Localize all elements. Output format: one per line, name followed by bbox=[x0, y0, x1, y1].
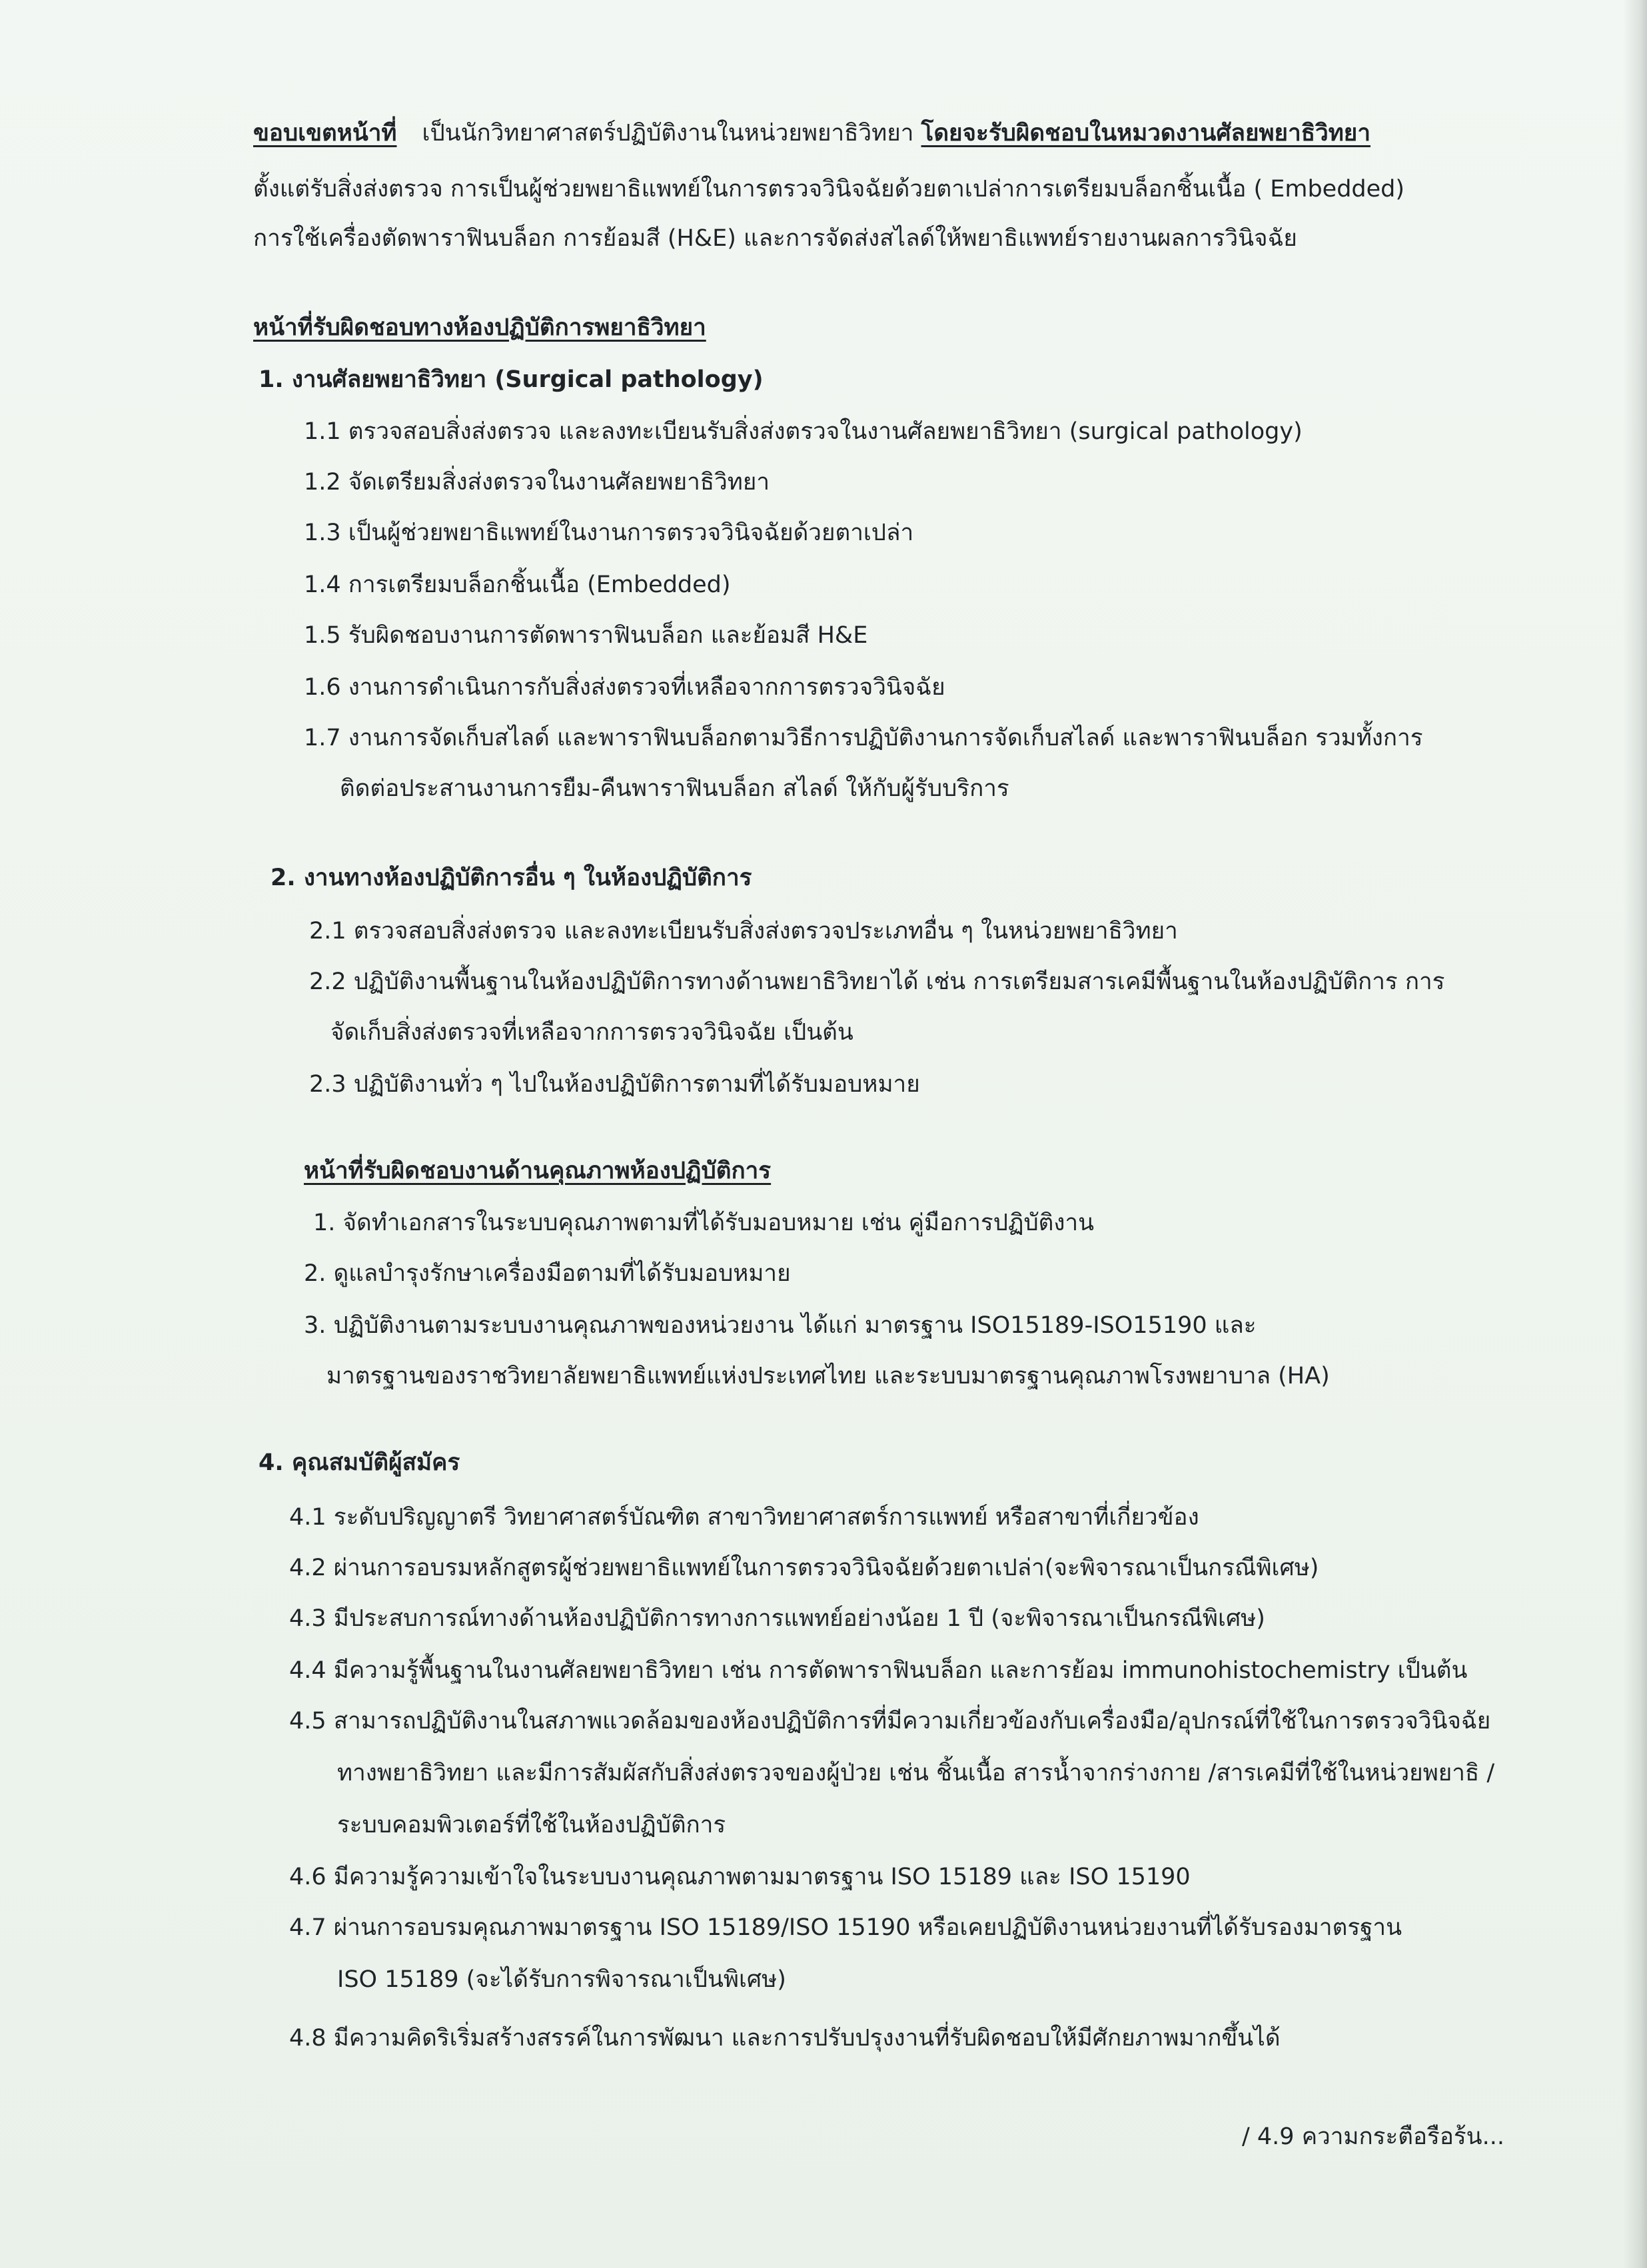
lab-item-2-2: 2.2 ปฏิบัติงานพื้นฐานในห้องปฏิบัติการทางด้านพยาธิวิทยาได้ เช่น การเตรียมสารเคมีพื้นฐานในห้องปฏิบัติการ การ bbox=[309, 968, 1445, 995]
scope-label: ขอบเขตหน้าที่ bbox=[253, 120, 397, 147]
qualification-4-5: 4.5 สามารถปฏิบัติงานในสภาพแวดล้อมของห้องปฏิบัติการที่มีความเกี่ยวข้องกับเครื่องมือ/อุปกรณ์ที่ใช้ในการตรวจวินิจฉัย bbox=[289, 1708, 1491, 1734]
qualifications-heading: 4. คุณสมบัติผู้สมัคร bbox=[259, 1449, 460, 1476]
lab-item-1-3: 1.3 เป็นผู้ช่วยพยาธิแพทย์ในงานการตรวจวินิจฉัยด้วยตาเปล่า bbox=[304, 520, 914, 546]
page-continuation: / 4.9 ความกระตือรือร้น... bbox=[1242, 2123, 1504, 2150]
lab-section-1-title: 1. งานศัลยพยาธิวิทยา (Surgical pathology) bbox=[259, 366, 764, 393]
qualification-4-5-cont-2: ระบบคอมพิวเตอร์ที่ใช้ในห้องปฏิบัติการ bbox=[337, 1812, 726, 1838]
quality-item-1: 1. จัดทำเอกสารในระบบคุณภาพตามที่ได้รับมอบหมาย เช่น คู่มือการปฏิบัติงาน bbox=[313, 1210, 1095, 1236]
qualification-4-5-cont-1: ทางพยาธิวิทยา และมีการสัมผัสกับสิ่งส่งตรวจของผู้ป่วย เช่น ชิ้นเนื้อ สารน้ำจากร่างกาย /สารเคมีที่ใช้ในหน่วยพยาธิ / bbox=[337, 1760, 1495, 1786]
lab-item-2-3: 2.3 ปฏิบัติงานทั่ว ๆ ไปในห้องปฏิบัติการตามที่ได้รับมอบหมาย bbox=[309, 1071, 920, 1098]
qualification-4-7-cont: ISO 15189 (จะได้รับการพิจารณาเป็นพิเศษ) bbox=[337, 1966, 786, 1993]
qualification-4-6: 4.6 มีความรู้ความเข้าใจในระบบงานคุณภาพตามมาตรฐาน ISO 15189 และ ISO 15190 bbox=[289, 1864, 1191, 1890]
scope-line-1 bbox=[253, 117, 1371, 149]
quality-heading: หน้าที่รับผิดชอบงานด้านคุณภาพห้องปฏิบัติการ bbox=[304, 1158, 772, 1184]
lab-heading: หน้าที่รับผิดชอบทางห้องปฏิบัติการพยาธิวิทยา bbox=[253, 314, 706, 341]
qualification-4-7: 4.7 ผ่านการอบรมคุณภาพมาตรฐาน ISO 15189/ISO 15190 หรือเคยปฏิบัติงานหน่วยงานที่ได้รับรองมาตรฐาน bbox=[289, 1914, 1402, 1941]
qualification-4-2: 4.2 ผ่านการอบรมหลักสูตรผู้ช่วยพยาธิแพทย์ในการตรวจวินิจฉัยด้วยตาเปล่า(จะพิจารณาเป็นกรณีพิเศษ) bbox=[289, 1555, 1319, 1581]
quality-item-3-cont: มาตรฐานของราชวิทยาลัยพยาธิแพทย์แห่งประเทศไทย และระบบมาตรฐานคุณภาพโรงพยาบาล (HA) bbox=[326, 1363, 1330, 1389]
qualification-4-1: 4.1 ระดับปริญญาตรี วิทยาศาสตร์บัณฑิต สาขาวิทยาศาสตร์การแพทย์ หรือสาขาที่เกี่ยวข้อง bbox=[289, 1504, 1199, 1531]
lab-item-1-6: 1.6 งานการดำเนินการกับสิ่งส่งตรวจที่เหลือจากการตรวจวินิจฉัย bbox=[304, 674, 945, 701]
quality-item-3: 3. ปฏิบัติงานตามระบบงานคุณภาพของหน่วยงาน ได้แก่ มาตรฐาน ISO15189-ISO15190 และ bbox=[304, 1312, 1257, 1339]
lab-item-2-1: 2.1 ตรวจสอบสิ่งส่งตรวจ และลงทะเบียนรับสิ่งส่งตรวจประเภทอื่น ๆ ในหน่วยพยาธิวิทยา bbox=[309, 918, 1178, 945]
lab-item-1-7: 1.7 งานการจัดเก็บสไลด์ และพาราฟินบล็อกตามวิธีการปฏิบัติงานการจัดเก็บสไลด์ และพาราฟินบล็อก รวมทั้งการ bbox=[304, 725, 1423, 751]
scope-emphasis: โดยจะรับผิดชอบในหมวดงานศัลยพยาธิวิทยา bbox=[921, 120, 1371, 147]
scope-line-2: ตั้งแต่รับสิ่งส่งตรวจ การเป็นผู้ช่วยพยาธิแพทย์ในการตรวจวินิจฉัยด้วยตาเปล่าการเตรียมบล็อกชิ้นเนื้อ ( Embedded) bbox=[253, 176, 1405, 202]
lab-item-1-2: 1.2 จัดเตรียมสิ่งส่งตรวจในงานศัลยพยาธิวิทยา bbox=[304, 469, 770, 496]
page-edge-shadow bbox=[1623, 0, 1647, 2268]
scope-line-3: การใช้เครื่องตัดพาราฟินบล็อก การย้อมสี (H&E) และการจัดส่งสไลด์ให้พยาธิแพทย์รายงานผลการวินิจฉัย bbox=[253, 225, 1297, 252]
lab-section-2-title: 2. งานทางห้องปฏิบัติการอื่น ๆ ในห้องปฏิบัติการ bbox=[271, 865, 752, 891]
scope-intro: เป็นนักวิทยาศาสตร์ปฏิบัติงานในหน่วยพยาธิวิทยา bbox=[422, 120, 914, 147]
lab-item-1-7-cont: ติดต่อประสานงานการยืม-คืนพาราฟินบล็อก สไลด์ ให้กับผู้รับบริการ bbox=[340, 775, 1009, 802]
quality-item-2: 2. ดูแลบำรุงรักษาเครื่องมือตามที่ได้รับมอบหมาย bbox=[304, 1260, 791, 1287]
lab-item-1-4: 1.4 การเตรียมบล็อกชิ้นเนื้อ (Embedded) bbox=[304, 571, 731, 598]
qualification-4-4: 4.4 มีความรู้พื้นฐานในงานศัลยพยาธิวิทยา เช่น การตัดพาราฟินบล็อก และการย้อม immunohistochemistry เป็นต้น bbox=[289, 1657, 1468, 1684]
lab-item-1-5: 1.5 รับผิดชอบงานการตัดพาราฟินบล็อก และย้อมสี H&E bbox=[304, 622, 868, 649]
lab-item-1-1: 1.1 ตรวจสอบสิ่งส่งตรวจ และลงทะเบียนรับสิ่งส่งตรวจในงานศัลยพยาธิวิทยา (surgical pathology) bbox=[304, 418, 1303, 445]
qualification-4-8: 4.8 มีความคิดริเริ่มสร้างสรรค์ในการพัฒนา และการปรับปรุงงานที่รับผิดชอบให้มีศักยภาพมากขึ้นได้ bbox=[289, 2025, 1281, 2052]
lab-item-2-2-cont: จัดเก็บสิ่งส่งตรวจที่เหลือจากการตรวจวินิจฉัย เป็นต้น bbox=[330, 1019, 853, 1046]
qualification-4-3: 4.3 มีประสบการณ์ทางด้านห้องปฏิบัติการทางการแพทย์อย่างน้อย 1 ปี (จะพิจารณาเป็นกรณีพิเศษ) bbox=[289, 1605, 1265, 1632]
